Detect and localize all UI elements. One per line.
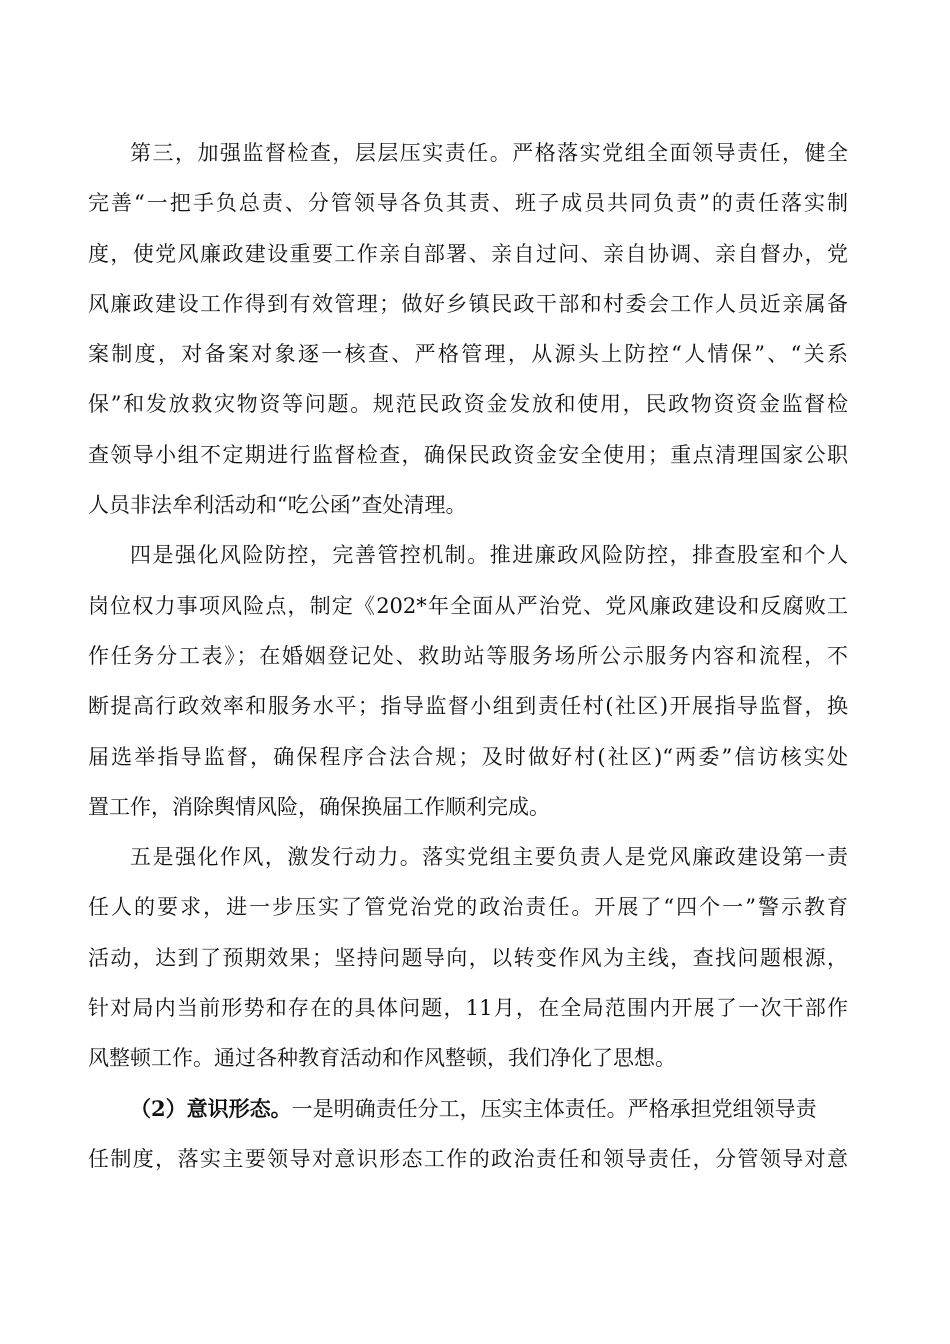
text-line: 度，使党风廉政建设重要工作亲自部署、亲自过问、亲自协调、亲自督办，党 — [88, 241, 848, 266]
text-line: 第三，加强监督检查，层层压实责任。严格落实党组全面领导责任，健全 — [130, 141, 848, 165]
text-line: 断提高行政效率和服务水平；指导监督小组到责任村(社区)开展指导监督，换 — [88, 694, 848, 719]
text-run: 一是明确责任分工，压实主体责任。严格承担党组领导责 — [291, 1096, 817, 1121]
text-line: 作任务分工表》；在婚姻登记处、救助站等服务场所公示服务内容和流程，不 — [88, 643, 848, 668]
document-body — [88, 128, 848, 1184]
text-line — [88, 1084, 848, 1134]
text-line: 任人的要求，进一步压实了管党治党的政治责任。开展了“四个一”警示教育 — [88, 895, 848, 920]
section-heading: （2）意识形态。 — [130, 1095, 292, 1121]
text-line: 岗位权力事项风险点，制定《202*年全面从严治党、党风廉政建设和反腐败工 — [88, 593, 848, 618]
text-line: 查领导小组不定期进行监督检查，确保民政资金安全使用；重点清理国家公职 — [88, 442, 848, 467]
text-line: 人员非法牟利活动和“吃公函”查处清理。 — [88, 493, 467, 518]
text-line: 针对局内当前形势和存在的具体问题，11月，在全局范围内开展了一次干部作 — [88, 996, 848, 1021]
text-line: 五是强化作风，激发行动力。落实党组主要负责人是党风廉政建设第一责 — [130, 845, 848, 870]
text-line: 风廉政建设工作得到有效管理；做好乡镇民政干部和村委会工作人员近亲属备 — [88, 291, 848, 316]
text-line: 案制度，对备案对象逐一核查、严格管理，从源头上防控“人情保”、“关系 — [88, 342, 848, 367]
text-line: 任制度，落实主要领导对意识形态工作的政治责任和领导责任，分管领导对意 — [88, 1146, 848, 1171]
text-line: 置工作，消除舆情风险，确保换届工作顺利完成。 — [88, 794, 550, 819]
text-line: 保”和发放救灾物资等问题。规范民政资金发放和使用，民政物资资金监督检 — [88, 392, 848, 417]
text-line: 完善“一把手负总责、分管领导各负其责、班子成员共同负责”的责任落实制 — [88, 191, 848, 216]
text-line: 活动，达到了预期效果；坚持问题导向，以转变作风为主线，查找问题根源， — [88, 945, 848, 970]
text-line: 四是强化风险防控，完善管控机制。推进廉政风险防控，排查股室和个人 — [130, 543, 848, 568]
text-line: 风整顿工作。通过各种教育活动和作风整顿，我们净化了思想。 — [88, 1046, 676, 1071]
text-line: 届选举指导监督，确保程序合法合规；及时做好村(社区)“两委”信访核实处 — [88, 744, 848, 769]
